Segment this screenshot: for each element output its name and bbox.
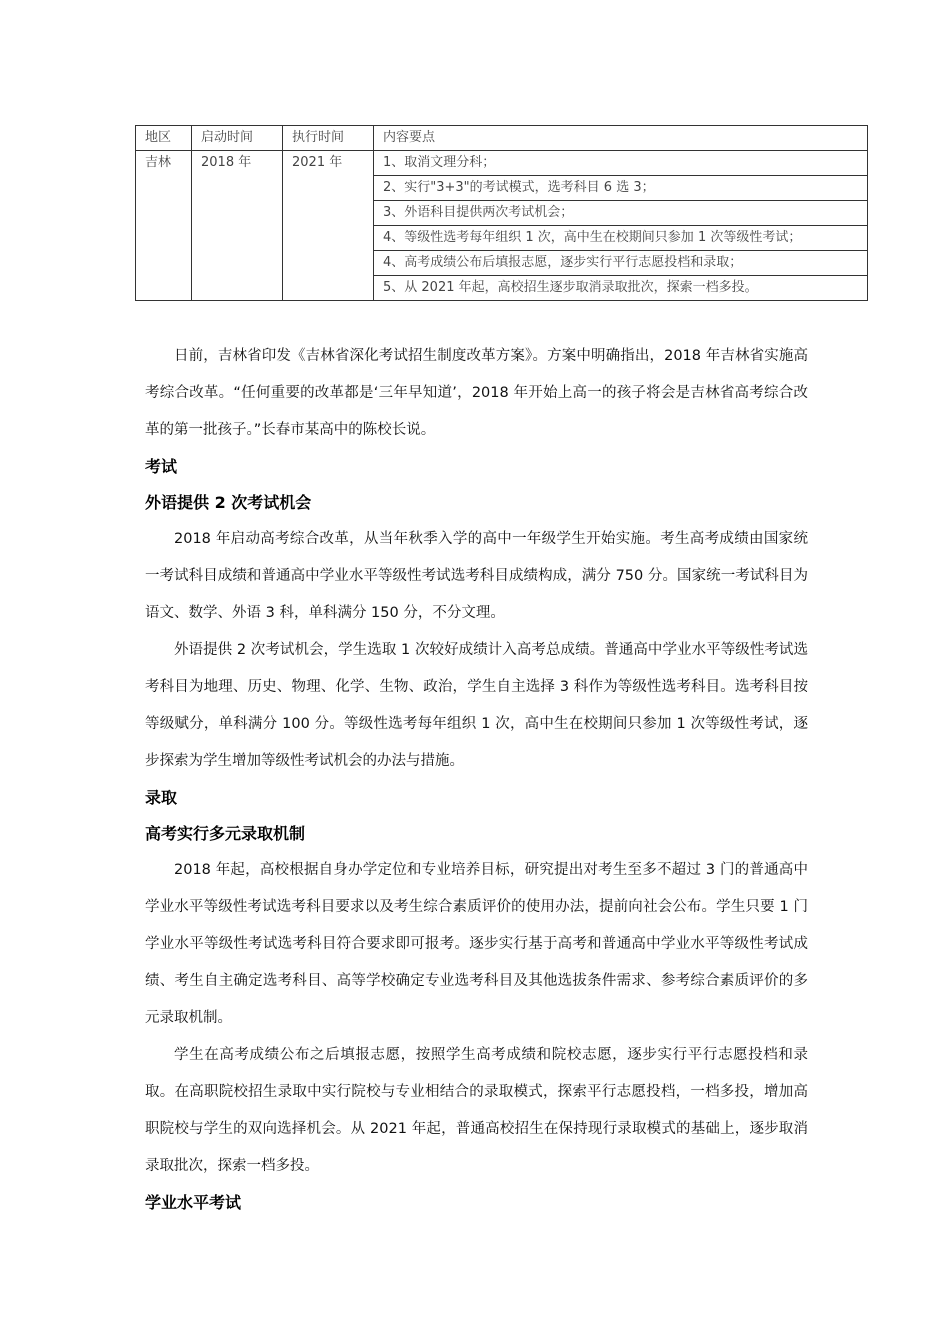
intro-paragraph: 日前，吉林省印发《吉林省深化考试招生制度改革方案》。方案中明确指出，2018 年吉林省实施高考综合改革。“任何重要的改革都是‘三年早知道’，2018 年开始上高一的孩子将会是吉林省高考综合改革的第一批孩子。”长春市某高中的陈校长说。 xyxy=(145,348,808,438)
cell-point-4: 4、等级性选考每年组织 1 次，高中生在校期间只参加 1 次等级性考试； xyxy=(374,226,868,251)
cell-region: 吉林 xyxy=(136,151,192,301)
subheading-multi-admission: 高考实行多元录取机制 xyxy=(145,824,306,843)
cell-point-2: 2、实行"3+3"的考试模式，选考科目 6 选 3； xyxy=(374,176,868,201)
table-header-row xyxy=(136,126,868,151)
cell-point-3: 3、外语科目提供两次考试机会； xyxy=(374,201,868,226)
cell-point-6: 5、从 2021 年起，高校招生逐步取消录取批次，探索一档多投。 xyxy=(374,276,868,301)
admission-paragraph-1: 2018 年起，高校根据自身办学定位和专业培养目标，研究提出对考生至多不超过 3 门的普通高中学业水平等级性考试选考科目要求以及考生综合素质评价的使用办法，提前向社会公布。学生只要 1 门学业水平等级性考试选考科目符合要求即可报考。逐步实行基于高考和普通高中学业水平等级性考试成绩、考生自主确定选考科目、高等学校确定专业选考科目及其他选拔条件需求、参考综合素质评价的多元录取机制。 xyxy=(145,862,808,1026)
header-region: 地区 xyxy=(136,126,192,151)
exam-paragraph-1: 2018 年启动高考综合改革，从当年秋季入学的高中一年级学生开始实施。考生高考成绩由国家统一考试科目成绩和普通高中学业水平等级性考试选考科目成绩构成，满分 750 分。国家统一考试科目为语文、数学、外语 3 科，单科满分 150 分，不分文理。 xyxy=(145,531,808,621)
exam-paragraph-2: 外语提供 2 次考试机会，学生选取 1 次较好成绩计入高考总成绩。普通高中学业水平等级性考试选考科目为地理、历史、物理、化学、生物、政治，学生自主选择 3 科作为等级性选考科目。选考科目按等级赋分，单科满分 100 分。等级性选考每年组织 1 次，高中生在校期间只参加 1 次等级性考试，逐步探索为学生增加等级性考试机会的办法与措施。 xyxy=(145,642,808,769)
reform-table xyxy=(135,125,868,301)
section-heading-level-exam: 学业水平考试 xyxy=(145,1193,242,1212)
section-heading-admission: 录取 xyxy=(145,788,178,807)
cell-start-year: 2018 年 xyxy=(192,151,283,301)
admission-paragraph-2: 学生在高考成绩公布之后填报志愿，按照学生高考成绩和院校志愿，逐步实行平行志愿投档和录取。在高职院校招生录取中实行院校与专业相结合的录取模式，探索平行志愿投档，一档多投，增加高职院校与学生的双向选择机会。从 2021 年起，普通高校招生在保持现行录取模式的基础上，逐步取消录取批次，探索一档多投。 xyxy=(145,1047,808,1174)
table-row xyxy=(136,151,868,176)
header-start-time: 启动时间 xyxy=(192,126,283,151)
article-body xyxy=(145,338,808,1221)
header-exec-time: 执行时间 xyxy=(283,126,374,151)
subheading-foreign-language: 外语提供 2 次考试机会 xyxy=(145,493,312,512)
section-heading-exam: 考试 xyxy=(145,457,178,476)
cell-point-5: 4、高考成绩公布后填报志愿，逐步实行平行志愿投档和录取； xyxy=(374,251,868,276)
cell-exec-year: 2021 年 xyxy=(283,151,374,301)
header-content-points: 内容要点 xyxy=(374,126,868,151)
cell-point-1: 1、取消文理分科； xyxy=(374,151,868,176)
